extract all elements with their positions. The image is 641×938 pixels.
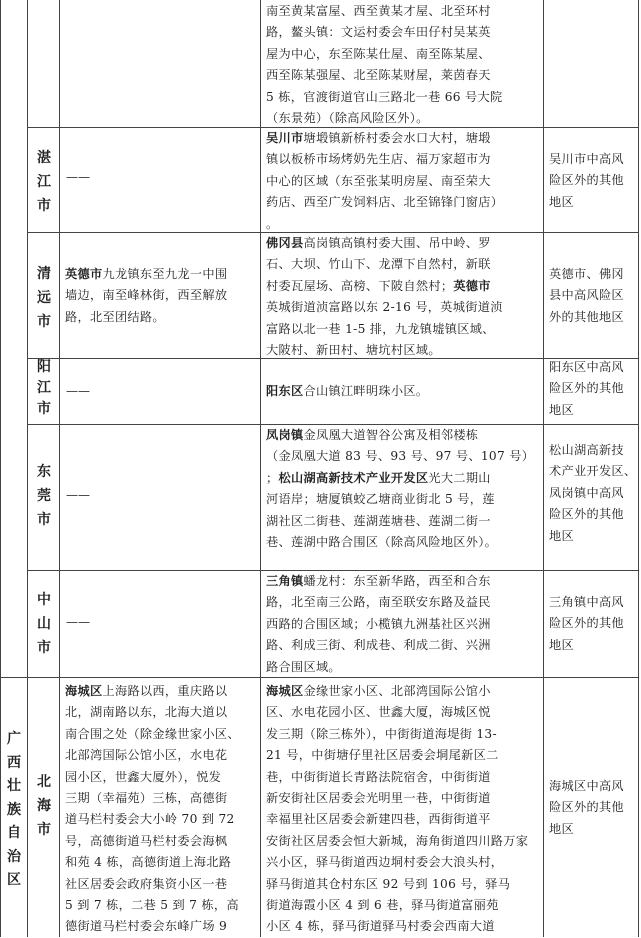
- beihai-right-cell: [549, 776, 637, 840]
- text-line: 石、大坝、竹山下、龙潭下自然村，新联: [266, 257, 491, 272]
- text-line: 和苑 4 栋，高德街道上海北路: [65, 855, 232, 870]
- province-guangxi: [2, 728, 26, 893]
- text-line: 德街道马栏村委会东峰广场 9: [65, 919, 228, 934]
- text-line: 壮: [7, 778, 21, 794]
- text-line: 镇以板桥市场烤奶先生店、福万家超市为: [266, 152, 491, 167]
- text-line: 路、利成三街、利成巷、利成二街、兴洲: [266, 638, 491, 653]
- bold-label: 海城区: [266, 684, 304, 698]
- text-line: 5 栋，官渡街道官山三路北一巷 66 号大院: [266, 89, 503, 104]
- text-line: 中: [37, 592, 51, 608]
- beihai-mid-cell: [266, 681, 542, 938]
- text-line: 市: [37, 512, 51, 528]
- text-line: 自: [7, 825, 21, 841]
- table-border-left: [0, 0, 1, 937]
- text-line: 大陂村、新田村、塘坑村区域。: [266, 343, 441, 358]
- text-line: 阳东区中高风: [549, 360, 624, 374]
- text-line: 海城区中高风: [549, 779, 624, 793]
- qingyuan-mid-cell: [266, 233, 542, 361]
- text-line: ；: [266, 470, 279, 485]
- text-line: 合山镇江畔明珠小区。: [303, 384, 429, 398]
- text-line: 市: [37, 640, 51, 656]
- table-divider-province: [27, 0, 28, 937]
- text-line: 富路以北一巷 1-5 排，九龙镇墟镇区域、: [266, 321, 495, 336]
- qingyuan-left-cell: [65, 264, 259, 328]
- yangjiang-mid-cell: [266, 381, 542, 402]
- text-line: 险区外的其他: [549, 173, 624, 188]
- text-line: 号，高德街道马栏村委会海枫: [65, 833, 228, 848]
- city-beihai: [32, 770, 56, 842]
- bold-label: 吴川市: [266, 131, 304, 145]
- text-line: [266, 128, 542, 149]
- text-line: 园小区，世鑫大厦外），悦发: [65, 769, 222, 784]
- text-line: 屋为中心，东至陈某仕屋、南至陈某屋、: [266, 46, 491, 61]
- text-line: 市: [37, 401, 51, 417]
- text-line: 道马栏村委会大小岭 70 到 72: [65, 812, 235, 827]
- text-line: 村委瓦屋场、高榜、下陂自然村；: [266, 278, 454, 293]
- text-line: 高岗镇高镇村委大围、吊中岭、罗: [303, 236, 491, 250]
- text-line: 地区: [549, 637, 574, 652]
- text-line: 区: [7, 872, 21, 888]
- text-line: 社区居委会政府集资小区一巷: [65, 876, 228, 891]
- text-line: 海: [37, 798, 51, 814]
- yangjiang-right-cell: [549, 357, 637, 421]
- text-line: 湛: [37, 150, 51, 166]
- text-line: 路合围区域。: [266, 659, 341, 674]
- text-line: 南合围之处（除金缘世家小区、: [65, 726, 240, 741]
- bold-label: 英德市: [453, 278, 491, 293]
- dongguan-mid-cell: [266, 425, 542, 553]
- text-line: 北，湖南路以东，北海大道以: [65, 705, 228, 720]
- bold-label: 凤岗镇: [266, 428, 304, 442]
- text-line: 凤岗镇中高风: [549, 485, 624, 500]
- text-line: 险区外的其他: [549, 381, 624, 396]
- text-line: [65, 264, 259, 285]
- text-line: 县中高风险区: [549, 288, 624, 303]
- text-line: [266, 425, 542, 446]
- text-line: 街道海霞小区 4 到 6 巷，驿马街道富丽苑: [266, 898, 499, 913]
- city-qingyuan: [32, 262, 56, 334]
- bold-label: 三角镇: [266, 574, 304, 588]
- city-zhongshan: [32, 588, 56, 660]
- text-line: 中心的区域（东至张某明房屋、南至荣大: [266, 173, 491, 188]
- text-line: 塘塅镇新桥村委会水口大村，塘塅: [303, 131, 491, 145]
- zhongshan-mid-cell: [266, 571, 542, 678]
- text-line: 北: [37, 774, 51, 790]
- text-line: 英德市、佛冈: [549, 267, 624, 281]
- beihai-left-cell: [65, 681, 259, 938]
- text-line: [266, 381, 542, 402]
- text-line: 险区外的其他: [549, 800, 624, 815]
- text-line: 湖社区二街巷、莲湖莲塘巷、莲湖二街一: [266, 513, 491, 528]
- text-line: 西路的合围区域；小榄镇九洲基社区兴洲: [266, 616, 491, 631]
- text-line: 莞: [37, 488, 51, 504]
- text-line: 地区: [549, 821, 574, 836]
- text-line: 治: [7, 848, 21, 865]
- city-zhanjiang: [32, 146, 56, 218]
- text-line: 广: [7, 731, 21, 747]
- empty-dash: ——: [66, 615, 90, 629]
- text-line: 外的其他地区: [549, 309, 624, 324]
- text-line: 地区: [549, 528, 574, 543]
- text-line: 幸福里社区居委会新建四巷，西街街道平: [266, 812, 491, 827]
- text-line: [266, 468, 542, 489]
- text-line: 九龙镇东至九龙一中围: [102, 267, 228, 281]
- text-line: 江: [37, 174, 51, 190]
- text-line: 南至黄某富屋、西至黄某才屋、北至环村: [266, 4, 491, 18]
- text-line: 地区: [549, 402, 574, 417]
- text-line: [65, 681, 259, 702]
- text-line: 。: [266, 216, 279, 231]
- text-line: 西: [7, 754, 21, 771]
- dongguan-right-cell: [549, 440, 639, 547]
- text-line: 药店、西至广发饲料店、北至锦锋门窗店）: [266, 195, 504, 210]
- text-line: 金缘世家小区、北部湾国际公馆小: [303, 684, 491, 698]
- text-line: 金凤凰大道智谷公寓及相邻楼栋: [303, 428, 479, 442]
- text-line: 阳: [37, 359, 51, 375]
- empty-dash: ——: [66, 384, 90, 398]
- text-line: [266, 233, 542, 254]
- text-line: [266, 681, 542, 702]
- text-line: 西至陈某强屋、北至陈某财屋，莱茵春天: [266, 68, 491, 83]
- text-line: 巷、莲湖中路合围区（除高风险地区外）。: [266, 535, 498, 550]
- text-line: 墙边，南至峰林街，西至解放: [65, 288, 228, 303]
- text-line: 光大二期山: [428, 470, 491, 485]
- text-line: 21 号，中街塘仔里社区居委会垌尾新区二: [266, 748, 499, 763]
- table-divider-left-col: [260, 0, 261, 937]
- zhongshan-right-cell: [549, 592, 637, 656]
- text-line: 英城街道浈富路以东 2-16 号，英城街道浈: [266, 300, 503, 315]
- text-line: 远: [37, 290, 51, 306]
- text-line: 新安街社区居委会光明里一巷，中街街道: [266, 791, 491, 806]
- bold-label: 阳东区: [266, 384, 304, 398]
- text-line: 巷，中街街道长青路法院宿舍，中街街道: [266, 769, 491, 784]
- text-line: 小区 4 栋，驿马街道驿马村委会西南大道: [266, 919, 495, 934]
- city-dongguan: [32, 460, 56, 532]
- text-line: 险区外的其他: [549, 507, 624, 522]
- text-line: 清: [37, 266, 51, 282]
- text-line: 术产业开发区、: [549, 464, 637, 479]
- text-line: 市: [37, 198, 51, 214]
- text-line: 市: [37, 314, 51, 330]
- bold-label: 佛冈县: [266, 236, 304, 250]
- text-line: 路，北至团结路。: [65, 309, 165, 324]
- text-line: 市: [37, 822, 51, 838]
- text-line: 吴川市中高风: [549, 152, 624, 166]
- text-line: 蟠龙村：东至新华路，西至和合东: [303, 574, 491, 588]
- bold-label: 海城区: [65, 684, 103, 698]
- bold-label: 英德市: [65, 267, 103, 281]
- table-divider-mid-col: [543, 0, 544, 937]
- text-line: [266, 571, 542, 592]
- text-line: （金凤凰大道 83 号、93 号、97 号、107 号）: [266, 449, 535, 464]
- text-line: 安街社区居委会恒大新城，海角街道四川路万家: [266, 833, 529, 848]
- text-line: 三角镇中高风: [549, 595, 624, 609]
- empty-dash: ——: [66, 488, 90, 502]
- qingyuan-right-cell: [549, 264, 637, 328]
- text-line: 兴小区，驿马街道西边垌村委会大浪头村，: [266, 855, 504, 870]
- text-line: 路，北至南三公路，南至联安东路及益民: [266, 595, 491, 610]
- text-line: 上海路以西，重庆路以: [102, 684, 228, 698]
- city-yangjiang: [32, 357, 56, 420]
- text-line: 三期（幸福苑）三栋，高德街: [65, 791, 228, 806]
- text-line: [266, 276, 542, 297]
- zhanjiang-mid-cell: [266, 128, 542, 235]
- text-line: 区、水电花园小区、世鑫大厦，海城区悦: [266, 705, 491, 720]
- text-line: 驿马街道其仓村东区 92 号到 106 号，驿马: [266, 876, 511, 891]
- text-line: 东: [37, 464, 51, 480]
- continuation-mid-cell: [266, 1, 542, 129]
- text-line: 族: [7, 801, 21, 818]
- text-line: 发三期（除三栋外），中街街道海堤街 13-: [266, 726, 497, 741]
- text-line: 江: [37, 380, 51, 396]
- text-line: 山: [37, 616, 51, 632]
- text-line: （东景苑）（除高风险区外）。: [266, 111, 429, 126]
- bold-label: 松山湖高新技术产业开发区: [278, 470, 429, 485]
- table-divider-city: [59, 0, 60, 937]
- text-line: 险区外的其他: [549, 616, 624, 631]
- text-line: 河语岸；塘厦镇蛟乙塘商业街北 5 号，莲: [266, 492, 495, 507]
- empty-dash: ——: [66, 170, 90, 184]
- text-line: 5 到 7 栋，二巷 5 到 7 栋，高: [65, 898, 239, 913]
- zhanjiang-right-cell: [549, 149, 637, 213]
- text-line: 松山湖高新技: [549, 443, 624, 457]
- text-line: 北部湾国际公馆小区，水电花: [65, 748, 228, 763]
- text-line: 地区: [549, 194, 574, 209]
- text-line: 路，鳌头镇：文运村委会车田仔村吴某英: [266, 25, 491, 40]
